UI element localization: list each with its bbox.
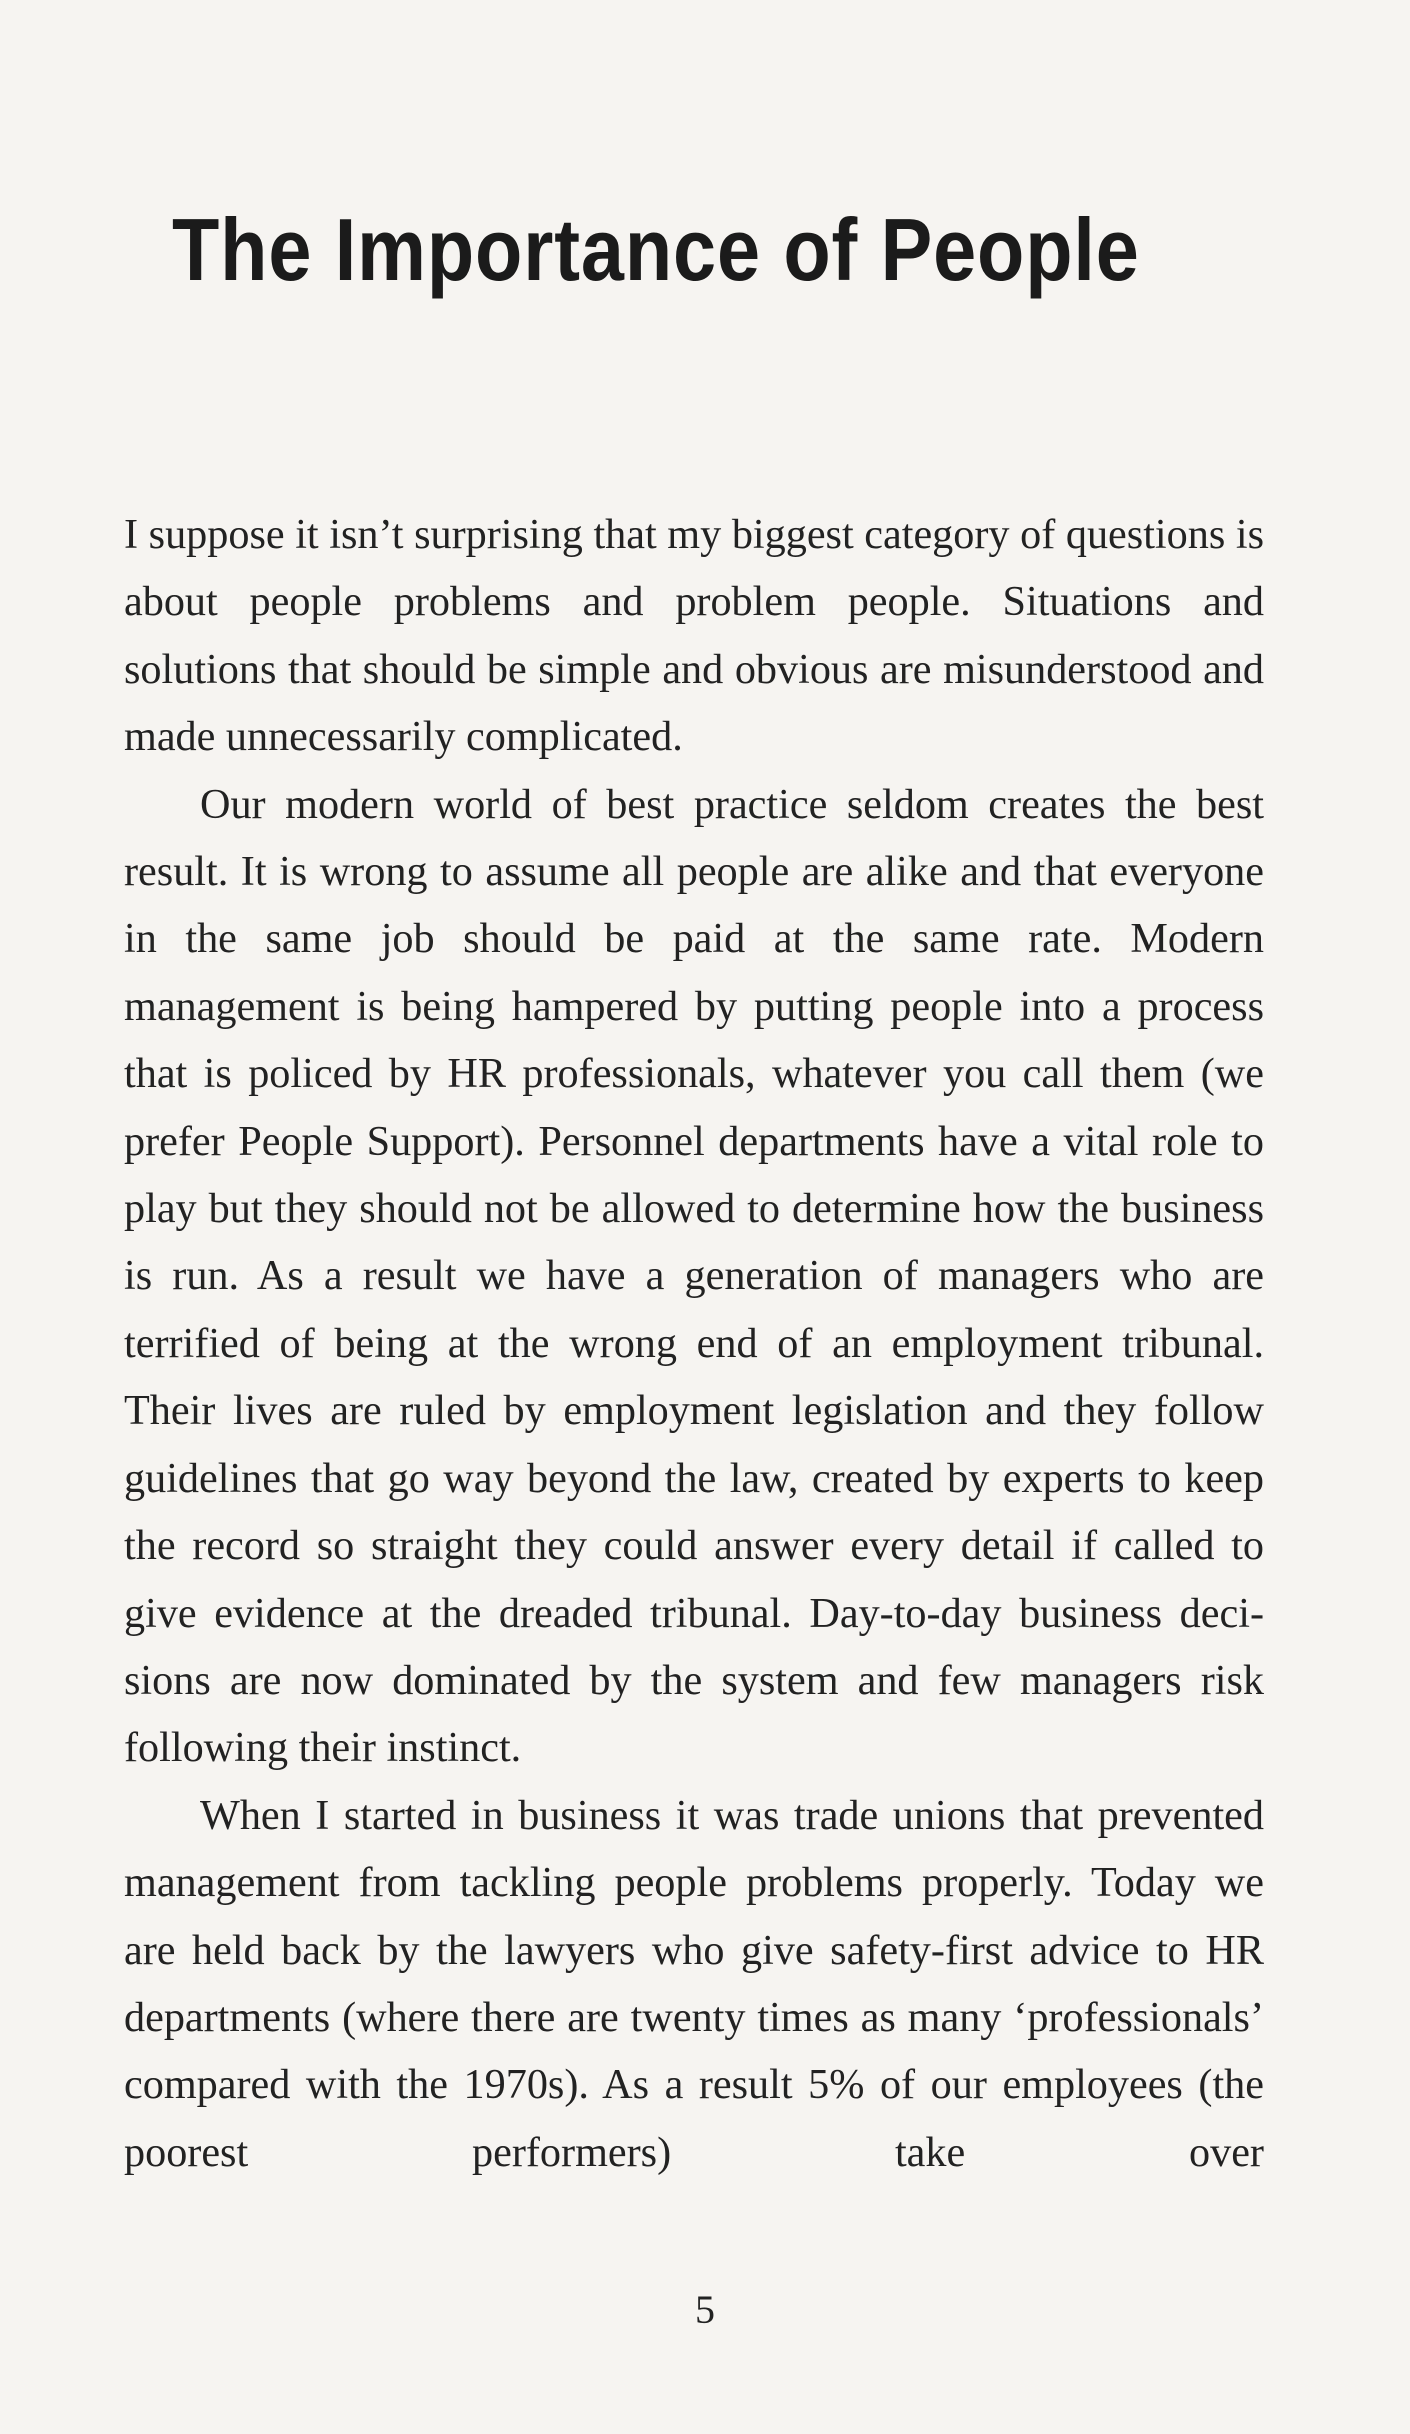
chapter-title: The Importance of People	[172, 200, 1140, 299]
paragraph-1: I suppose it isn’t surprising that my biggest category of questions is about people problems and problem people. Situations and solutions that should be simple and obvious are misunderstood and made unnecessarily complicated.	[124, 511, 1264, 761]
paragraph-3: When I started in business it was trade unions that prevented management from tackling people problems properly. Today we are held back by the lawyers who give safety-first advice to HR departments (where there are twenty times as many ‘professionals’ compared with the 1970s). As a result 5% of our employees (the poorest performers) take over	[124, 1791, 1264, 2176]
page-number: 5	[695, 2287, 715, 2332]
body-text	[124, 501, 1264, 2186]
paragraph-2: Our modern world of best practice seldom creates the best result. It is wrong to assume all people are alike and that everyone in the same job should be paid at the same rate. Modern management is being hampered by putting people into a process that is policed by HR professionals, whatever you call them (we prefer People Support). Personnel departments have a vital role to play but they should not be allowed to determine how the business is run. As a result we have a generation of managers who are terrified of being at the wrong end of an employment tribunal. Their lives are ruled by employment legislation and they follow guidelines that go way beyond the law, created by experts to keep the record so straight they could answer every detail if called to give evidence at the dreaded tribunal. Day-to-day business decisions are now dominated by the system and few managers risk following their instinct.	[124, 780, 1264, 1772]
